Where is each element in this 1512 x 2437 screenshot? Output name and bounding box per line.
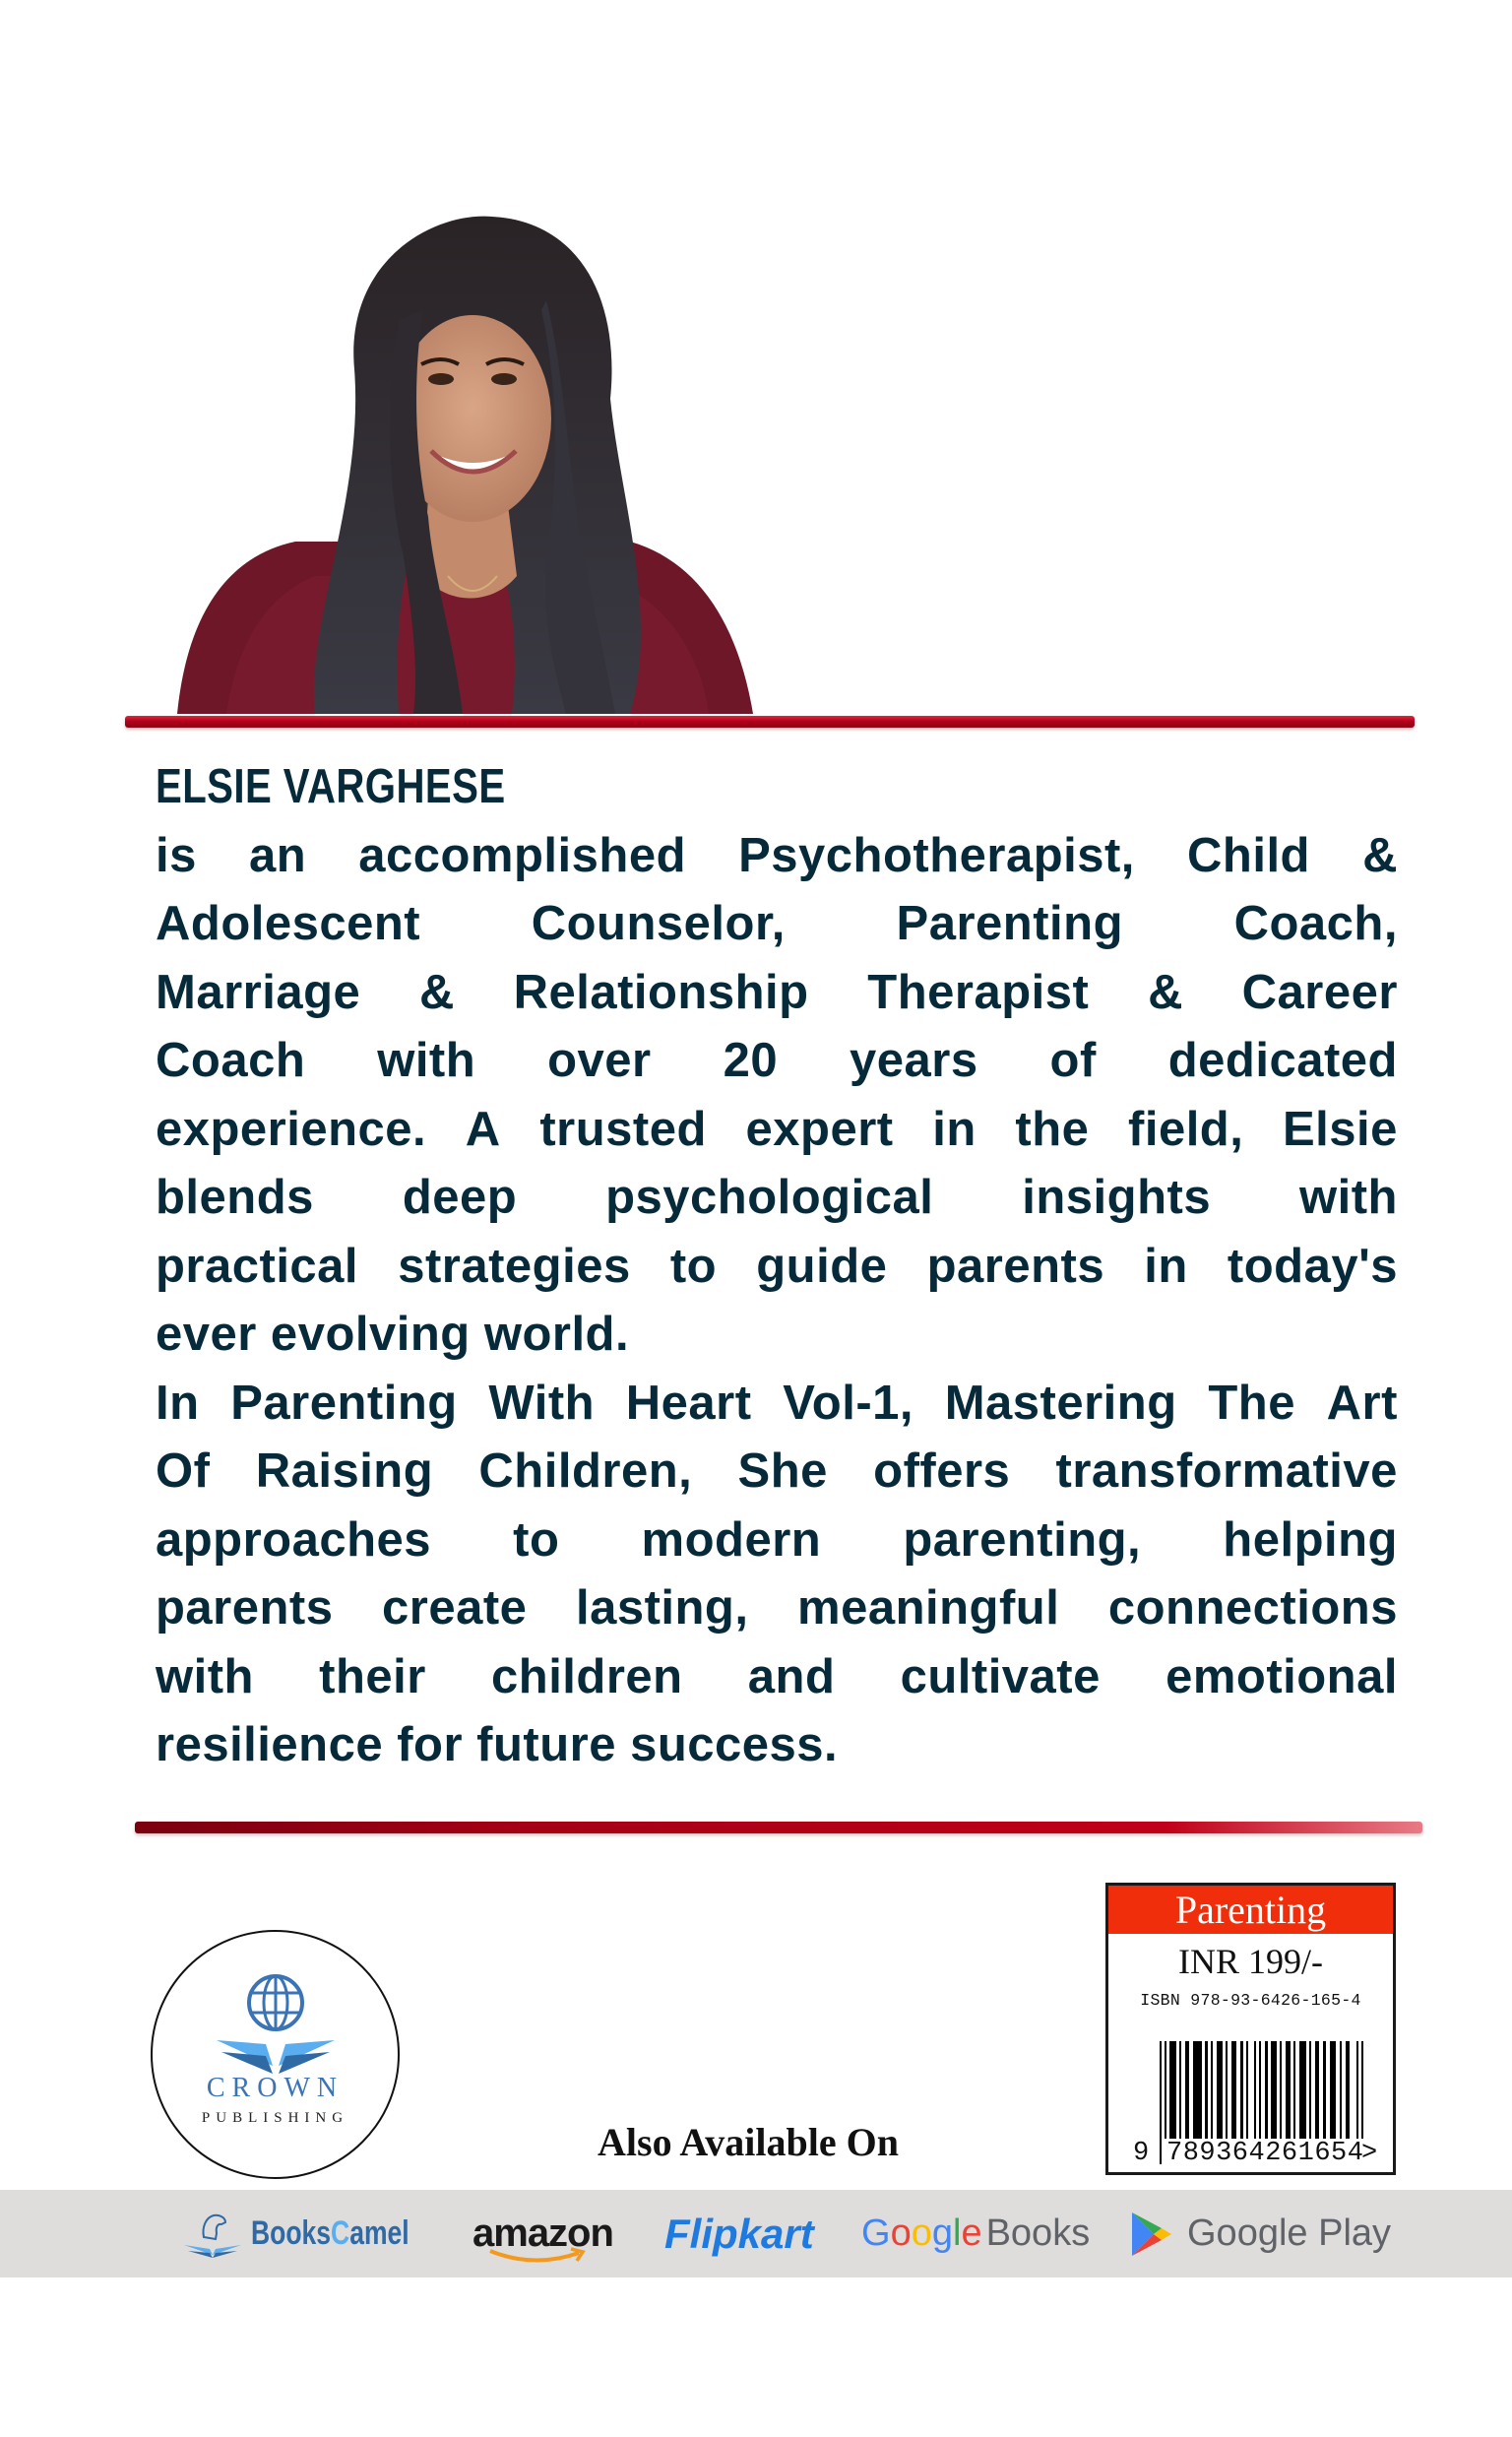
bio-line: resilience for future success. [156,1718,839,1771]
top-red-divider [125,716,1415,728]
bottom-red-divider [135,1822,1422,1833]
bio-line: In Parenting With Heart Vol-1, Mastering The Art [156,1376,1398,1430]
author-photo [167,202,758,719]
store-amazon[interactable] [472,2190,613,2277]
price-label: INR 199/- [1178,1942,1323,1981]
barcode-first-digit: 9 [1133,2139,1150,2168]
store-bookscamel[interactable] [182,2190,454,2277]
bio-line: Coach with over 20 years of dedicated [156,1034,1398,1087]
store-google-play[interactable] [1130,2190,1391,2277]
also-available-heading: Also Available On [598,2120,899,2164]
store-flipkart[interactable] [664,2190,814,2277]
bio-line: parents create lasting, meaningful connections [156,1581,1398,1635]
bio-line: Adolescent Counselor, Parenting Coach, [156,897,1398,950]
bio-line: practical strategies to guide parents in today's [156,1239,1398,1293]
isbn-label: ISBN 978-93-6426-165-4 [1140,1991,1361,2010]
author-bio [156,753,1398,1780]
barcode-number: 789364261654 [1166,2139,1364,2168]
google-play-icon [1130,2210,1173,2259]
camel-book-icon [182,2210,243,2259]
genre-label: Parenting [1108,1886,1393,1934]
price-barcode-box [1105,1883,1396,2175]
bio-paragraph-1 [156,822,1398,1370]
bio-paragraph-2 [156,1370,1398,1780]
bio-line: is an accomplished Psychotherapist, Child & [156,828,1398,882]
publisher-name-line1: CROWN [206,2073,345,2103]
bio-line: ever evolving world. [156,1308,630,1361]
publisher-name-line2: PUBLISHING [201,2110,349,2126]
store-google-books[interactable] [861,2190,1090,2277]
author-name: ELSIE VARGHESE [156,760,506,813]
barcode-end-mark: > [1361,2139,1378,2168]
bio-line: experience. A trusted expert in the field, Elsie [156,1102,1398,1156]
store-logo-bar [0,2190,1512,2277]
author-portrait-icon [167,202,758,719]
google-books-wordmark: Google Books [861,2213,1091,2254]
flipkart-wordmark: Flipkart [664,2210,814,2257]
google-play-wordmark: Google Play [1187,2213,1392,2254]
amazon-smile-icon [484,2247,593,2267]
publisher-logo [151,1930,400,2179]
globe-book-icon [212,1971,340,2080]
bio-line: approaches to modern parenting, helping [156,1512,1398,1567]
bio-line: blends deep psychological insights with [156,1171,1398,1224]
amazon-wordmark: amazon [472,2212,613,2255]
bookscamel-wordmark: BooksCamel [251,2214,410,2252]
bio-line: Of Raising Children, She offers transformative [156,1444,1398,1498]
bio-line: with their children and cultivate emotional [156,1649,1398,1703]
bio-line: Marriage & Relationship Therapist & Career [156,965,1398,1019]
